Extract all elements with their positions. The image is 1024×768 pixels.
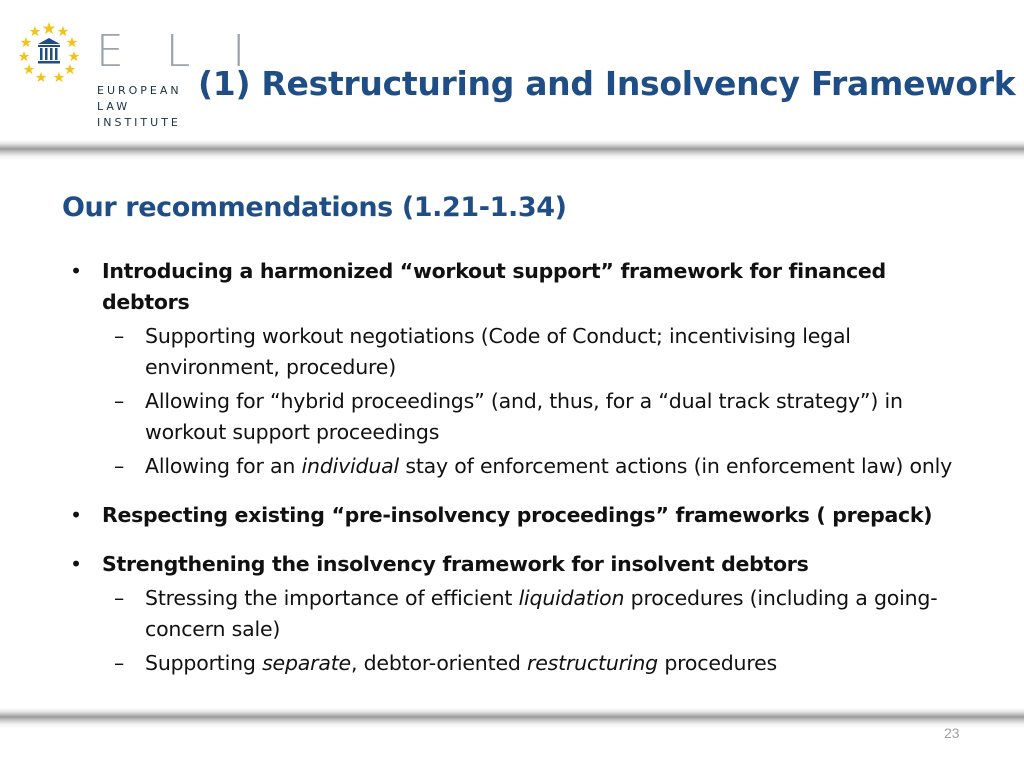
sub-bullet-text: Allowing for an [145,454,302,478]
sub-bullet-text: procedures (including a going-concern sale) [145,586,938,641]
bullet-item: • Respecting existing “pre-insolvency proceedings” frameworks ( prepack) [70,500,970,531]
bullet-item: • Strengthening the insolvency framework for insolvent debtors [70,549,970,580]
logo-wordmark: E L I [96,26,260,77]
page-number: 23 [944,725,960,741]
dash-marker: – [114,324,125,348]
bullet-item: • Introducing a harmonized “workout support” framework for financed debtors [70,256,970,318]
footer-divider [0,708,1024,728]
dash-marker: – [114,586,125,610]
emphasis-text: restructuring [526,651,658,675]
slide-title: (1) Restructuring and Insolvency Framework [198,64,1016,103]
logo-line: LAW [97,100,131,113]
sub-bullet-text: Supporting [145,651,263,675]
dash-marker: – [114,389,125,413]
bullet-list [70,256,970,679]
star-ring-icon [19,22,80,82]
sub-bullet-text: procedures [658,651,778,675]
sub-bullet-item [70,583,970,645]
columns-icon [38,38,60,64]
sub-bullet-text: Stressing the importance of efficient [145,586,519,610]
sub-bullet-text: Allowing for “hybrid proceedings” (and, thus, for a “dual track strategy”) in workout support proceedings [145,389,903,444]
emphasis-text: liquidation [518,586,625,610]
emphasis-text: separate [262,651,351,675]
eli-logo-emblem [18,20,80,82]
sub-bullet-item [70,648,970,679]
sub-bullet-text: stay of enforcement actions (in enforcement law) only [399,454,953,478]
dash-marker: – [114,651,125,675]
sub-bullet-item [70,321,970,383]
sub-bullet-item [70,451,970,482]
section-heading: Our recommendations (1.21-1.34) [62,192,567,223]
logo-line: INSTITUTE [97,116,181,129]
emphasis-text: individual [301,454,400,478]
header-divider [0,140,1024,160]
logo-subtitle [97,83,182,131]
sub-bullet-text: , debtor-oriented [350,651,527,675]
logo-line: EUROPEAN [97,84,182,97]
sub-bullet-item [70,386,970,448]
dash-marker: – [114,454,125,478]
sub-bullet-text: Supporting workout negotiations (Code of Conduct; incentivising legal environment, procedure) [145,324,851,379]
